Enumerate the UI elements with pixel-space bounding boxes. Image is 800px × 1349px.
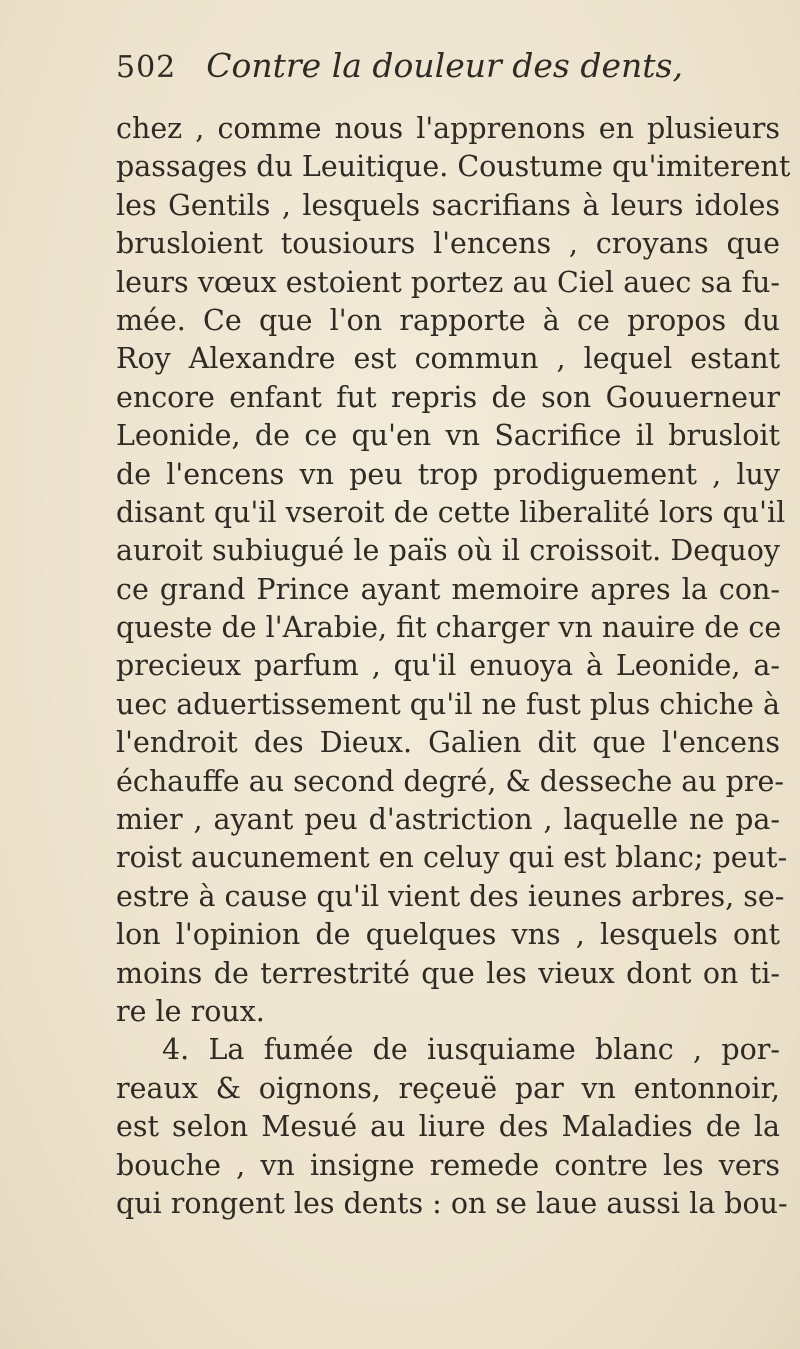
text-line: disant qu'il vseroit de cette liberalité lors qu'il bbox=[116, 495, 786, 529]
text-line: passages du Leuitique. Coustume qu'imiterent bbox=[116, 150, 791, 184]
text-line: roist aucunement en celuy qui est blanc; peut- bbox=[116, 841, 788, 875]
text-line: re le roux. bbox=[116, 994, 265, 1028]
running-head bbox=[116, 46, 756, 96]
text-line: de l'encens vn peu trop prodiguement , luy bbox=[116, 457, 780, 491]
text-line: ce grand Prince ayant memoire apres la con- bbox=[116, 572, 780, 606]
text-line: est selon Mesué au liure des Maladies de la bbox=[116, 1110, 780, 1144]
text-line: estre à cause qu'il vient des ieunes arbres, se- bbox=[116, 879, 785, 913]
text-line: mée. Ce que l'on rapporte à ce propos du bbox=[116, 303, 780, 337]
header-title: Contre la douleur des dents, bbox=[206, 46, 683, 85]
text-line: lon l'opinion de quelques vns , lesquels ont bbox=[116, 918, 780, 952]
text-line: Leonide, de ce qu'en vn Sacrifice il brusloit bbox=[116, 419, 780, 453]
text-line: mier , ayant peu d'astriction , laquelle ne pa- bbox=[116, 803, 780, 837]
page-bottom-margin bbox=[0, 1000, 800, 1349]
text-line: precieux parfum , qu'il enuoya à Leonide, a- bbox=[116, 649, 780, 683]
text-line: reaux & oignons, reçeuë par vn entonnoir, bbox=[116, 1071, 780, 1105]
text-line: chez , comme nous l'apprenons en plusieurs bbox=[116, 112, 780, 145]
text-line: échauffe au second degré, & desseche au pre- bbox=[116, 764, 785, 798]
text-line: Roy Alexandre est commun , lequel estant bbox=[116, 342, 780, 376]
text-line: qui rongent les dents : on se laue aussi la bou- bbox=[116, 1186, 788, 1220]
text-line: uec aduertissement qu'il ne fust plus chiche à bbox=[116, 687, 780, 721]
text-line: auroit subiugué le païs où il croissoit. Dequoy bbox=[116, 534, 780, 568]
page-number: 502 bbox=[116, 50, 177, 85]
text-line: bouche , vn insigne remede contre les vers bbox=[116, 1148, 780, 1182]
text-line: les Gentils , lesquels sacrifians à leurs idoles bbox=[116, 188, 780, 222]
text-line: queste de l'Arabie, fit charger vn nauire de ce bbox=[116, 611, 782, 645]
text-line: encore enfant fut repris de son Gouuerneur bbox=[116, 380, 780, 414]
text-line: leurs vœux estoient portez au Ciel auec sa fu- bbox=[116, 265, 780, 299]
text-line: brusloient tousiours l'encens , croyans que bbox=[116, 227, 780, 261]
text-line: 4. La fumée de iusquiame blanc , por- bbox=[162, 1033, 780, 1067]
text-line: moins de terrestrité que les vieux dont on ti- bbox=[116, 956, 780, 990]
text-line: l'endroit des Dieux. Galien dit que l'encens bbox=[116, 726, 780, 760]
